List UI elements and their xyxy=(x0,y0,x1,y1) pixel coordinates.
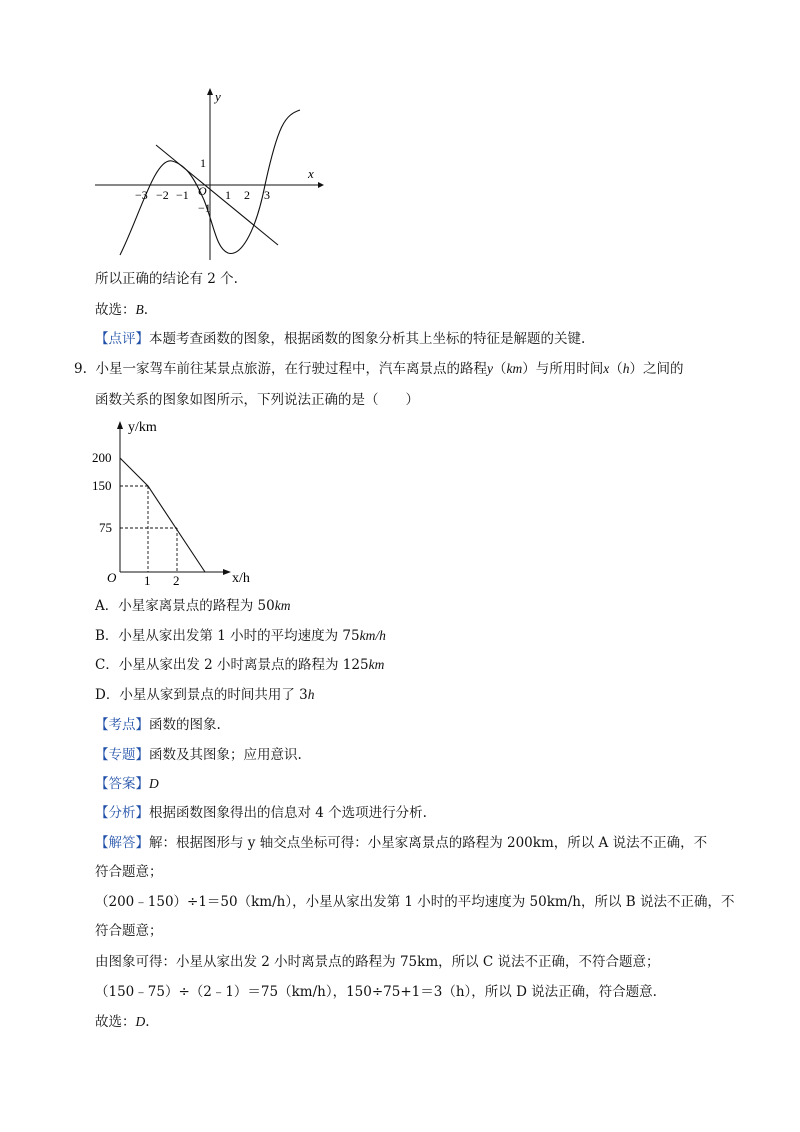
x-tick-1: 1 xyxy=(225,188,231,202)
jieda-text-1: 解：根据图形与 y 轴交点坐标可得：小星家离景点的路程为 200km，所以 A 说法不正确，不 xyxy=(149,835,708,851)
option-c[interactable] xyxy=(95,654,384,676)
x-tick-2: 2 xyxy=(244,188,250,202)
q8-choice-prefix: 故选： xyxy=(95,302,136,318)
q9-stem-text-d: （ xyxy=(609,361,623,377)
x-tick-neg1: −1 xyxy=(176,188,189,202)
review-tag: 【点评】 xyxy=(95,331,149,347)
option-a-text: 小星家离景点的路程为 50 xyxy=(118,598,275,614)
kaodian xyxy=(95,714,221,736)
option-a-label: A． xyxy=(95,598,119,614)
graph-x-label: x/h xyxy=(232,571,250,586)
y-axis-arrow xyxy=(207,88,213,95)
x-tick-one: 1 xyxy=(144,573,151,588)
origin-label: O xyxy=(198,184,207,198)
jieda-line2: 符合题意； xyxy=(95,864,163,880)
q9-stem-line2: 函数关系的图象如图所示，下列说法正确的是（ ） xyxy=(95,392,419,408)
option-b-text: 小星从家出发第 1 小时的平均速度为 75 xyxy=(118,628,360,644)
option-d-label: D． xyxy=(95,687,120,703)
jieda-line3: （200﹣150）÷1＝50（km/h），小星从家出发第 1 小时的平均速度为 50km/h，所以 B 说法不正确，不 xyxy=(95,894,735,910)
jieda-line4: 符合题意； xyxy=(95,923,163,939)
option-a-unit: km xyxy=(274,598,291,613)
y-tick-1: 1 xyxy=(200,156,206,170)
kaodian-tag: 【考点】 xyxy=(95,717,149,733)
option-c-unit: km xyxy=(368,657,385,672)
option-b[interactable] xyxy=(95,625,386,647)
distance-line xyxy=(120,458,205,572)
fenxi-text: 根据函数图象得出的信息对 4 个选项进行分析. xyxy=(149,805,427,821)
final-choice-suffix: . xyxy=(145,1014,150,1030)
zhuanti-tag: 【专题】 xyxy=(95,747,149,763)
jieda-tag: 【解答】 xyxy=(95,835,149,851)
jieda-line6: （150﹣75）÷（2﹣1）＝75（km/h），150÷75+1＝3（h），所以 D 说法正确，符合题意. xyxy=(95,984,657,1000)
option-c-label: C． xyxy=(95,657,119,673)
q9-number: 9. xyxy=(74,361,87,377)
q8-review xyxy=(95,328,585,350)
option-b-unit: km/h xyxy=(359,628,386,643)
answer-text: D xyxy=(149,776,159,791)
q9-stem-text-b: （ xyxy=(492,361,507,377)
x-tick-neg2: −2 xyxy=(156,188,169,202)
q9-stem-x: x xyxy=(603,361,610,376)
answer-tag: 【答案】 xyxy=(95,776,149,792)
x-tick-neg3: −3 xyxy=(135,188,148,202)
zhuanti xyxy=(95,744,302,766)
y-tick-neg1: −1 xyxy=(198,201,211,215)
q9-stem-text-a: 小星一家驾车前往某景点旅游，在行驶过程中，汽车离景点的路程 xyxy=(95,361,487,377)
review-text: 本题考查函数的图象，根据函数的图象分析其上坐标的特征是解题的关键. xyxy=(149,331,586,347)
q9-stem-km: km xyxy=(506,361,523,376)
x-axis-arrow xyxy=(318,182,324,188)
graph-x-arrow xyxy=(223,569,231,575)
y-tick-200: 200 xyxy=(92,450,112,465)
x-axis-label: x xyxy=(308,166,314,181)
q9-stem-text-e: ）之间的 xyxy=(629,361,684,377)
option-b-label: B． xyxy=(95,628,119,644)
kaodian-text: 函数的图象. xyxy=(149,717,221,733)
jieda-line1 xyxy=(95,832,707,854)
final-choice xyxy=(95,1011,150,1033)
distance-time-graph xyxy=(90,415,280,595)
final-choice-prefix: 故选： xyxy=(95,1014,136,1030)
option-c-text: 小星从家出发 2 小时离景点的路程为 125 xyxy=(118,657,369,673)
option-d-text: 小星从家到景点的时间共用了 3 xyxy=(119,687,308,703)
option-d[interactable] xyxy=(95,684,314,706)
fenxi xyxy=(95,802,427,824)
answer xyxy=(95,773,159,795)
option-a[interactable] xyxy=(95,595,290,617)
jieda-line5: 由图象可得：小星从家出发 2 小时离景点的路程为 75km，所以 C 说法不正确，不符合题意； xyxy=(95,954,660,970)
fenxi-tag: 【分析】 xyxy=(95,805,149,821)
straight-line xyxy=(156,145,278,245)
q8-conclusion: 所以正确的结论有 2 个. xyxy=(95,271,238,287)
q8-choice-value: B xyxy=(135,302,144,317)
option-d-unit: h xyxy=(307,687,315,702)
q8-choice xyxy=(95,299,148,321)
graph-origin: O xyxy=(107,570,117,585)
x-tick-3: 3 xyxy=(264,188,270,202)
graph-y-arrow xyxy=(117,421,123,429)
graph-y-label: y/km xyxy=(128,420,157,435)
y-tick-75: 75 xyxy=(99,520,112,535)
y-tick-150: 150 xyxy=(92,478,112,493)
q9-stem-line1 xyxy=(74,358,683,380)
q9-stem-text-c: ）与所用时间 xyxy=(522,361,604,377)
zhuanti-text: 函数及其图象；应用意识. xyxy=(149,747,302,763)
q8-choice-suffix: . xyxy=(143,302,149,318)
x-tick-two: 2 xyxy=(173,573,180,588)
final-choice-value: D xyxy=(135,1014,146,1029)
cubic-line-figure xyxy=(90,85,330,265)
q9-stem-y: y xyxy=(486,361,493,376)
q9-stem-h: h xyxy=(622,361,630,376)
y-axis-label: y xyxy=(215,89,221,104)
